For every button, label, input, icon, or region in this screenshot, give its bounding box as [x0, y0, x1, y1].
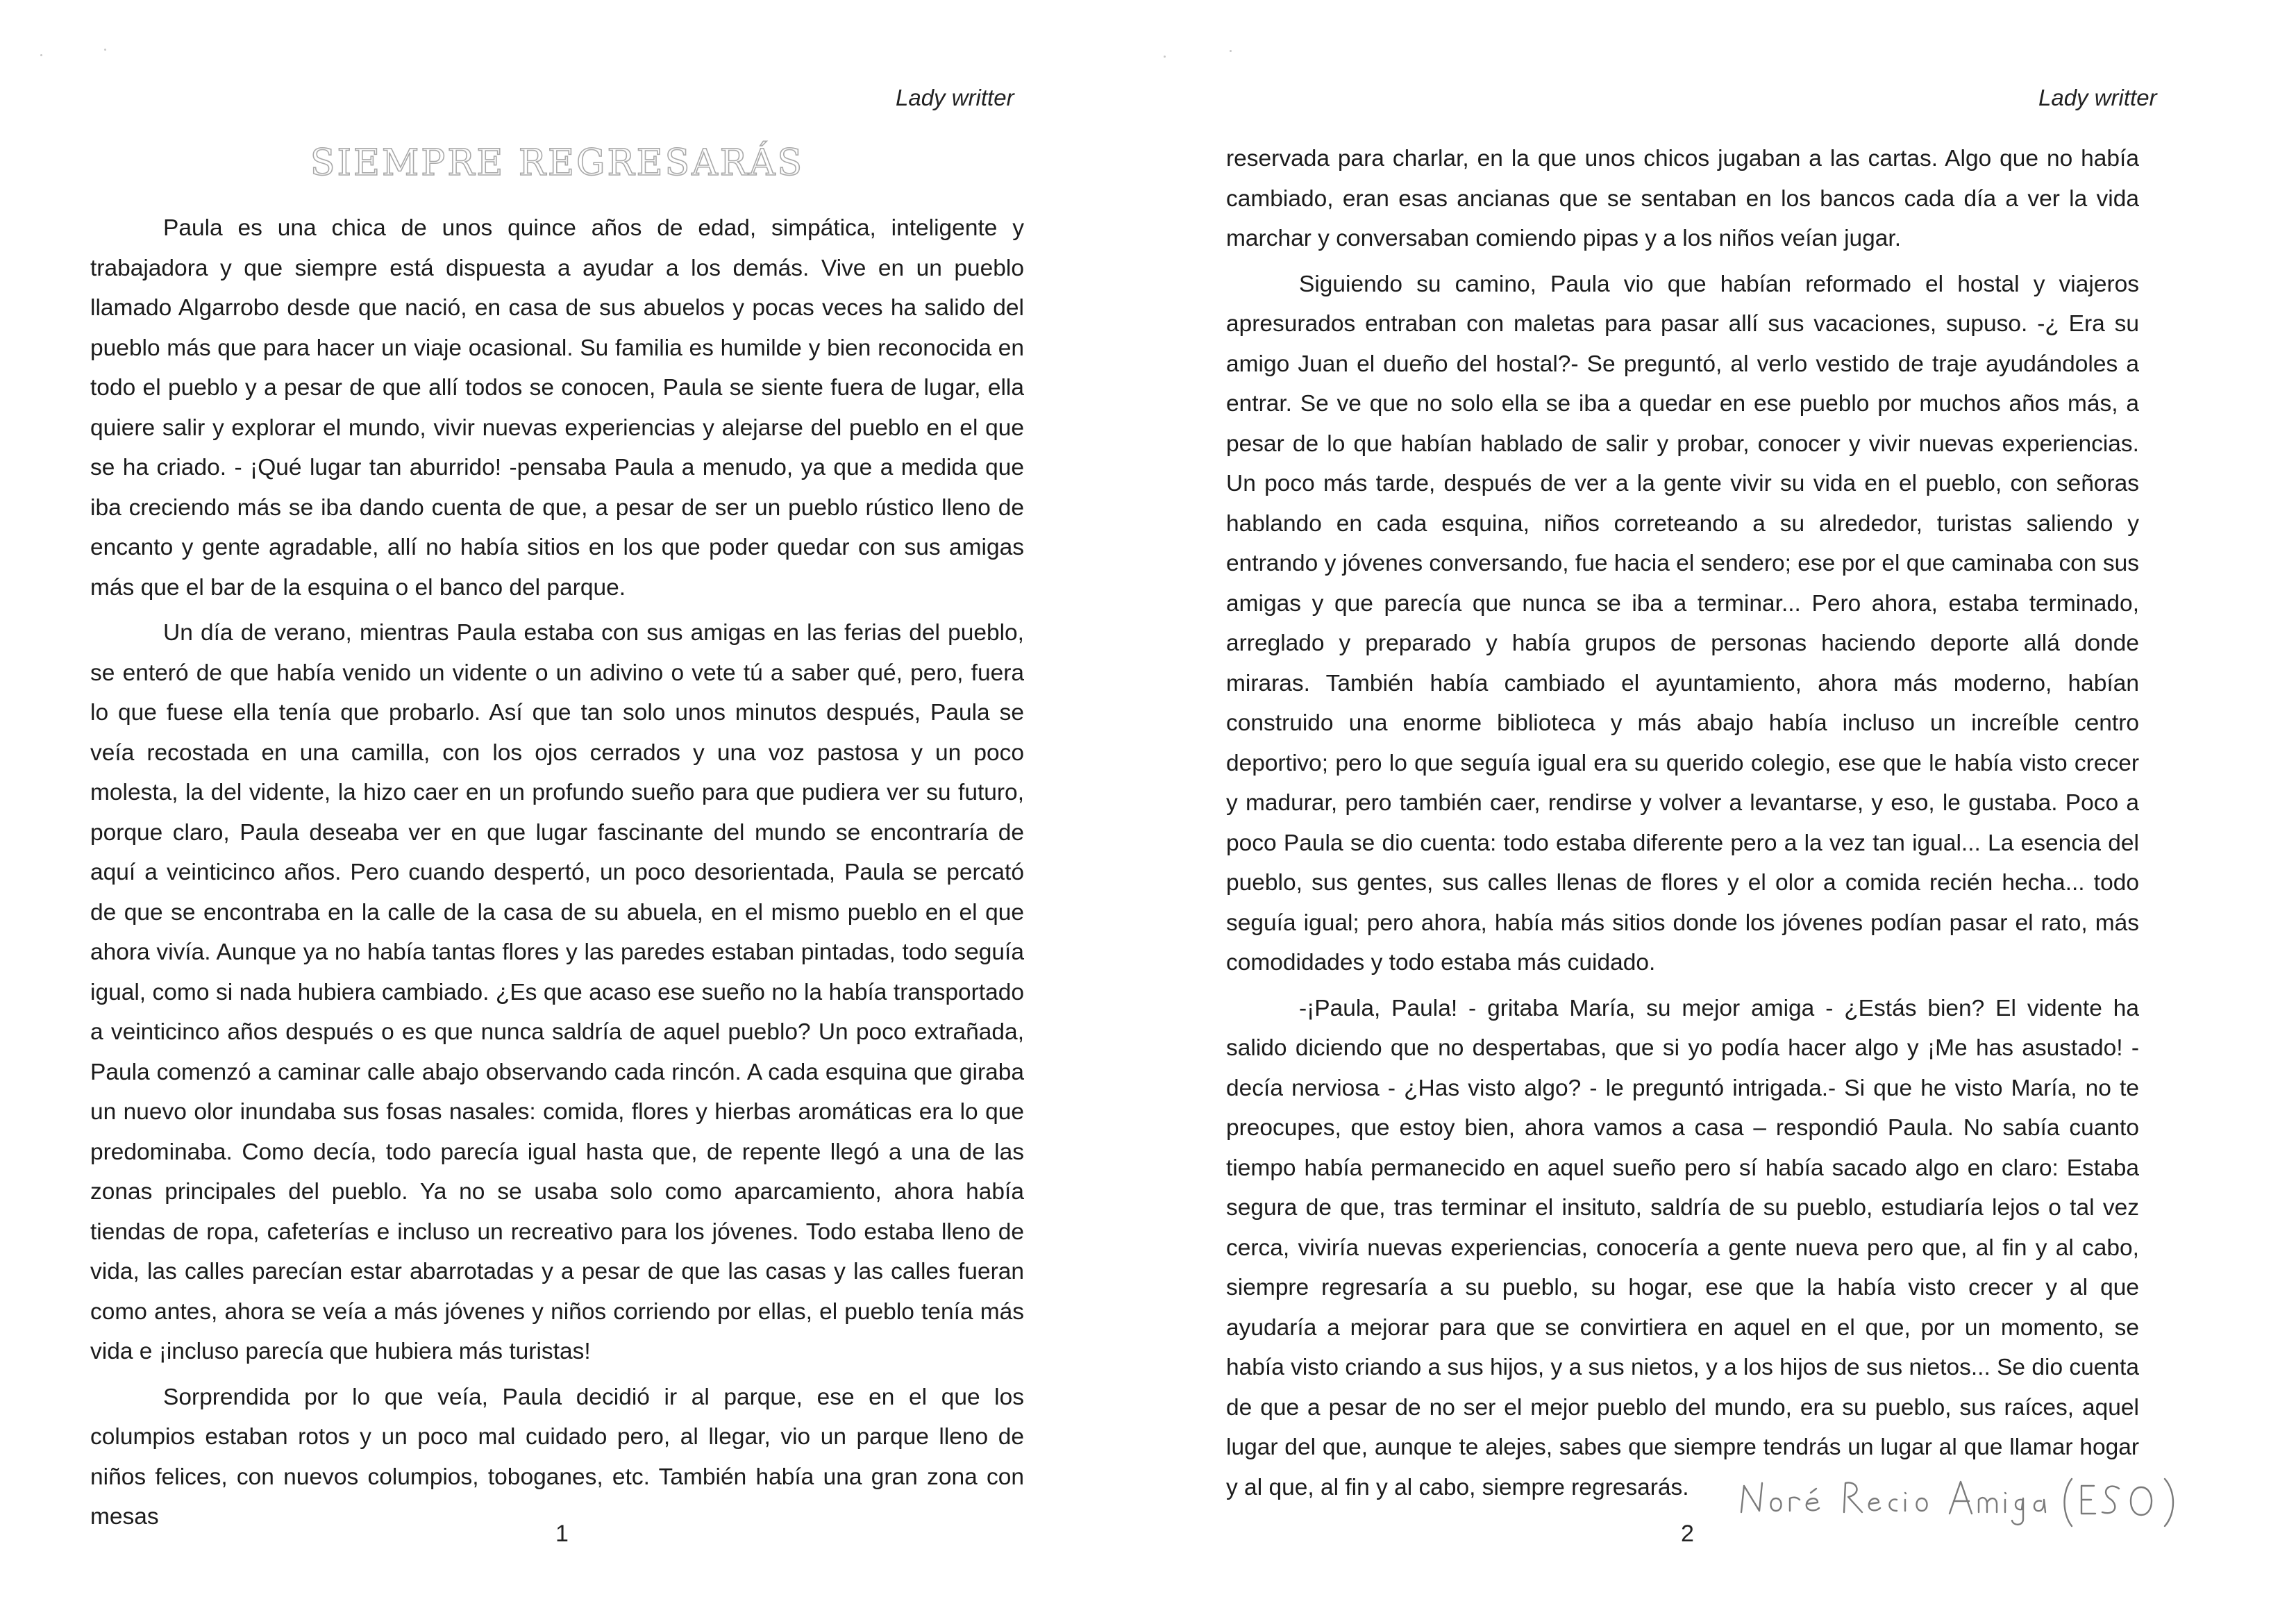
page-2	[1136, 0, 2271, 1624]
scan-speck	[1164, 56, 1166, 58]
page-header: Lady writter	[896, 85, 1014, 110]
page-number: 1	[555, 1521, 569, 1547]
paragraph: Un día de verano, mientras Paula estaba con sus amigas en las ferias del pueblo, se enteró de que había venido un vidente o un adivino o vete tú a saber qué, pero, fuera lo que fuese ella tenía que probarlo. Así que tan solo unos minutos después, Paula se veía recostada en una camilla, con los ojos cerrados y una voz pastosa y un poco molesta, la del vidente, la hizo caer en un profundo sueño para que pudiera ver su futuro, porque claro, Paula deseaba ver en que lugar fascinante del mundo se encontraría de aquí a veinticinco años. Pero cuando despertó, un poco desorientada, Paula se percató de que se encontraba en la calle de la casa de su abuela, en el mismo pueblo en el que ahora vivía. Aunque ya no había tantas flores y las paredes estaban pintadas, todo seguía igual, como si nada hubiera cambiado. ¿Es que acaso ese sueño no la había transportado a veinticinco años después o es que nunca saldría de aquel pueblo? Un poco extrañada, Paula comenzó a caminar calle abajo observando cada rincón. A cada esquina que giraba un nuevo olor inundaba sus fosas nasales: comida, flores y hierbas aromáticas era lo que predominaba. Como decía, todo parecía igual hasta que, de repente llegó a una de las zonas principales del pueblo. Ya no se usaba solo como aparcamiento, ahora había tiendas de ropa, cafeterías e incluso un recreativo para los jóvenes. Todo estaba lleno de vida, las calles parecían estar abarrotadas y a pesar de que las casas y las calles fueran como antes, ahora se veía a más jóvenes y niños corriendo por ellas, el pueblo tenía más vida e ¡incluso parecía que hubiera más turistas!	[90, 620, 1024, 1364]
page-header: Lady writter	[2038, 85, 2157, 110]
scan-speck	[40, 54, 42, 56]
paragraph: -¡Paula, Paula! - gritaba María, su mejor amiga - ¿Estás bien? El vidente ha salido diciendo que no despertabas, que si yo podía hacer algo y ¡Me has asustado! - decía nerviosa - ¿Has visto algo? - le preguntó intrigada.- Si que he visto María, no te preocupes, que estoy bien, ahora vamos a casa – respondió Paula. No sabía cuanto tiempo había permanecido en aquel sueño pero sí había sacado algo en claro: Estaba segura de que, tras terminar el insituto, saldría de su pueblo, estudiaría lejos o tal vez cerca, viviría nuevas experiencias, conocería a gente nueva pero que, al fin y al cabo, siempre regresaría a su pueblo, su hogar, ese que la había visto crecer y al que ayudaría a mejorar para que se convirtiera en aquel en el que, por un momento, se había visto criando a sus hijos, y a sus nietos, y a los hijos de sus nietos... Se dio cuenta de que a pesar de no ser el mejor pueblo del mundo, era su pueblo, sus raíces, aquel lugar del que, aunque te alejes, sabes que siempre tendrás un lugar al que llamar hogar y al que, al fin y al cabo, siempre regresarás.	[1226, 995, 2139, 1500]
page-number: 2	[1681, 1521, 1694, 1547]
paragraph: reservada para charlar, en la que unos chicos jugaban a las cartas. Algo que no había cambiado, eran esas ancianas que se sentaban en los bancos cada día a ver la vida marchar y conversaban comiendo pipas y a los niños veían jugar.	[1226, 146, 2139, 251]
handwritten-signature	[1726, 1458, 2226, 1534]
paragraph: Siguiendo su camino, Paula vio que habían reformado el hostal y viajeros apresurados entraban con maletas para pasar allí sus vacaciones, supuso. -¿ Era su amigo Juan el dueño del hostal?- Se preguntó, al verlo vestido de traje ayudándoles a entrar. Se ve que no solo ella se iba a quedar en ese pueblo por muchos años más, a pesar de lo que habían hablado de salir y probar, conocer y vivir nuevas experiencias. Un poco más tarde, después de ver a la gente vivir su vida en el pueblo, con señoras hablando en cada esquina, niños correteando a su alrededor, turistas saliendo y entrando y jóvenes conversando, fue hacia el sendero; ese por el que caminaba con sus amigas y que parecía que nunca se iba a terminar... Pero ahora, estaba terminado, arreglado y preparado y había grupos de personas haciendo deporte allá donde miraras. También había cambiado el ayuntamiento, ahora más moderno, habían construido una enorme biblioteca y más abajo había incluso un increíble centro deportivo; pero lo que seguía igual era su querido colegio, ese que le había visto crecer y madurar, pero también caer, rendirse y volver a levantarse, y eso, le gustaba. Poco a poco Paula se dio cuenta: todo estaba diferente pero a la vez tan igual... La esencia del pueblo, sus gentes, sus calles llenas de flores y el olor a comida recién hecha... todo seguía igual; pero ahora, había más sitios donde los jóvenes podían pasar el rato, más comodidades y todo estaba más cuidado.	[1226, 271, 2139, 976]
page-body	[1226, 139, 2139, 1513]
paragraph: Sorprendida por lo que veía, Paula decidió ir al parque, ese en el que los columpios estaban rotos y un poco mal cuidado pero, al llegar, vio un parque lleno de niños felices, con nuevos columpios, toboganes, etc. También había una gran zona con mesas	[90, 1384, 1024, 1530]
paragraph: Paula es una chica de unos quince años de edad, simpática, inteligente y trabajadora y que siempre está dispuesta a ayudar a los demás. Vive en un pueblo llamado Algarrobo desde que nació, en casa de sus abuelos y pocas veces ha salido del pueblo más que para hacer un viaje ocasional. Su familia es humilde y bien reconocida en todo el pueblo y a pesar de que allí todos se conocen, Paula se siente fuera de lugar, ella quiere salir y explorar el mundo, vivir nuevas experiencias y alejarse del pueblo en el que se ha criado. - ¡Qué lugar tan aburrido! -pensaba Paula a menudo, ya que a medida que iba creciendo más se iba dando cuenta de que, a pesar de ser un pueblo rústico lleno de encanto y gente agradable, allí no había sitios en los que poder quedar con sus amigas más que el bar de la esquina o el banco del parque.	[90, 215, 1024, 601]
scan-speck	[104, 49, 106, 51]
story-title: SIEMPRE REGRESARÁS	[310, 142, 805, 184]
page-body	[90, 208, 1024, 1543]
scan-speck	[1230, 50, 1232, 52]
